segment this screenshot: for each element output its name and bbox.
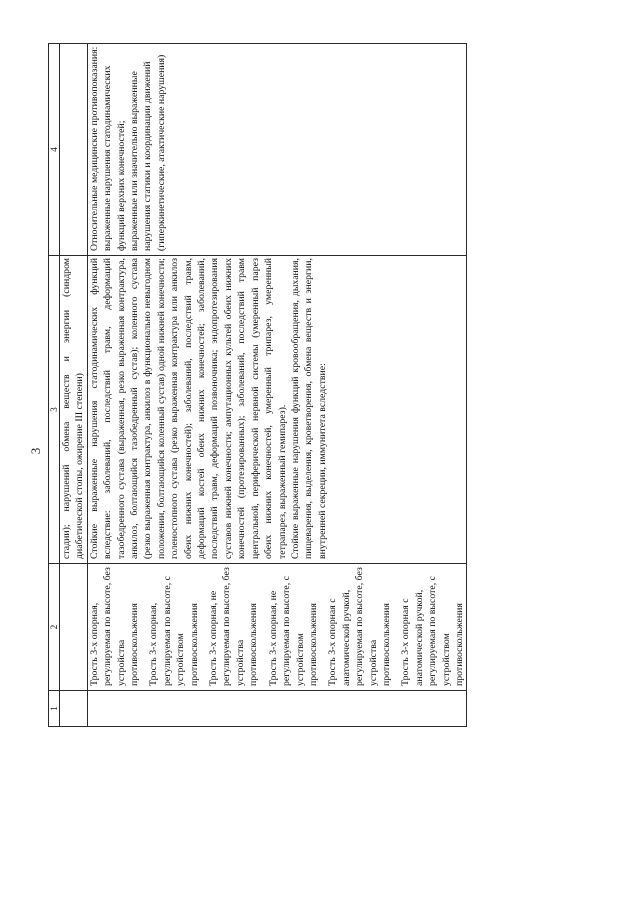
contraindications-paragraph: выраженные или значительно выраженные нарушения статики и координации движений (гиперкинетические, атактические нарушения) — [129, 54, 167, 251]
continuation-cell-2 — [60, 564, 88, 691]
list-item: Трость 3-х опорная с анатомической ручкой, регулируемая по высоте, без устройства противоскольжения — [327, 567, 392, 686]
column-number-row — [49, 44, 60, 727]
list-item: Трость 3-х опорная, регулируемая по высоте, без устройства противоскольжения — [88, 567, 141, 686]
column-number-1: 1 — [49, 691, 60, 727]
indications-paragraph: Стойкие выраженные нарушения статодинамических функций вследствие: заболеваний, последствий травм, деформаций тазобедренного сустава (выраженная, резко выраженная контрактура, анкилоз, болтающийся тазобедренный сустав); коленного сустава (резко выраженная контрактура, анкилоз в функционально невыгодном положении, болтающийся коленный сустав) одной нижней конечности; голеностопного сустава (резко выраженная контрактура или анкилоз обеих нижних конечностей); заболеваний, последствий травм, деформаций костей обеих нижних конечностей; заболеваний, последствий травм, деформаций позвоночника; эндопротезирования суставов нижней конечности; ампутационных культей обеих нижних конечностей (протезированных); заболеваний, последствий травм центральной, периферической нервной системы (умеренный парез обеих нижних конечностей, умеренный трипарез, умеренный тетрапарез, выраженный гемипарез). — [88, 258, 288, 559]
list-item: Трость 3-х опорная, не регулируемая по высоте, с устройством противоскольжения — [267, 576, 319, 686]
contraindications-paragraph: выраженные нарушения статодинамических функций верхних конечностей; — [102, 65, 127, 251]
continuation-row — [60, 44, 88, 727]
column-number-3: 3 — [49, 256, 60, 564]
indications-cell — [87, 256, 467, 564]
continuation-cell-4 — [60, 44, 88, 256]
list-item: Трость 3-х опорная, не регулируемая по высоте, без устройства противоскольжения — [208, 567, 260, 686]
requirements-table — [48, 43, 467, 727]
list-item: Трость 3-х опорная, регулируемая по высоте, с устройством противоскольжения — [148, 576, 200, 686]
contraindications-heading: Относительные медицинские противопоказания: — [88, 46, 100, 251]
continuation-cell-3: стадии); нарушений обмена веществ и энергии (синдром диабетической стопы, ожирение III степени) — [60, 256, 88, 564]
continuation-cell-1 — [60, 691, 88, 727]
column-number-4: 4 — [49, 44, 60, 256]
table-row — [87, 44, 467, 727]
list-item: Трость 3-х опорная с анатомической ручкой, регулируемая по высоте, с устройством противоскольжения — [400, 576, 465, 686]
column-number-2: 2 — [49, 564, 60, 691]
page-number: 3 — [28, 447, 43, 455]
row-cell-1 — [87, 691, 467, 727]
product-list-cell — [87, 564, 467, 691]
indications-paragraph: Стойкие выраженные нарушения функций кровообращения, дыхания, пищеварения, выделения, кроветворения, обмена веществ и энергии, внутренней секреции, иммунитета вследствие: — [289, 258, 328, 559]
contraindications-cell — [87, 44, 467, 256]
